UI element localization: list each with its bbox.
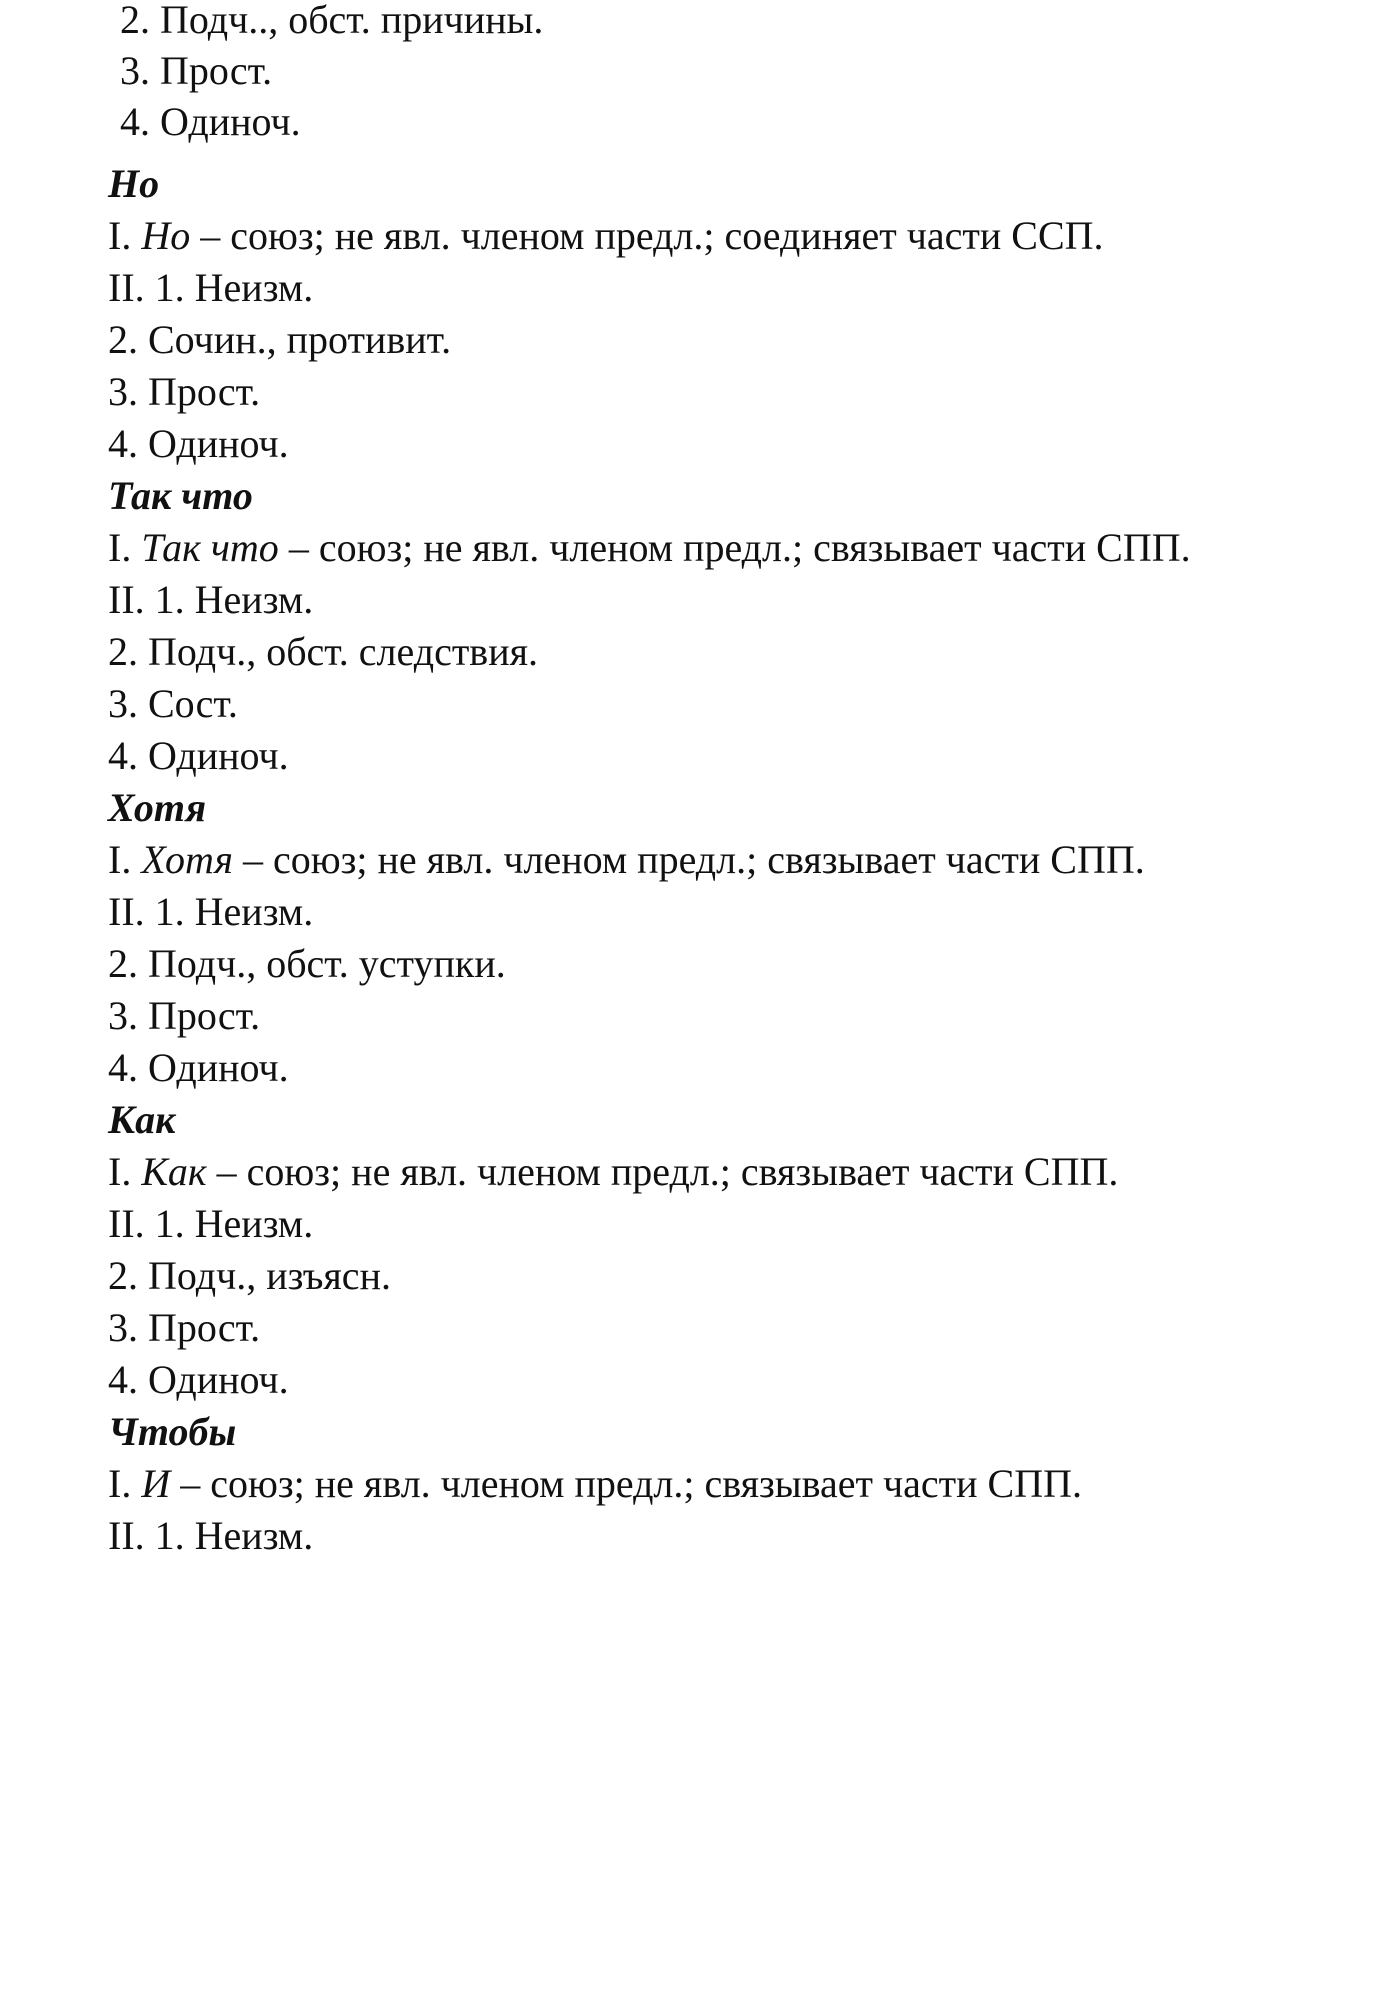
line-rest: – союз; не явл. членом предл.; связывает части СПП. — [170, 1461, 1082, 1506]
text-line: 4. Одиноч. — [108, 421, 289, 466]
text-line: 3. Прост. — [108, 993, 261, 1038]
section-heading: Но — [108, 161, 160, 206]
text-line: 4. Одиноч. — [108, 1357, 289, 1402]
text-line: 2. Сочин., противит. — [108, 317, 452, 362]
text-line: 3. Прост. — [108, 369, 261, 414]
line-rest: – союз; не явл. членом предл.; соединяет части ССП. — [190, 213, 1104, 258]
text-line — [108, 836, 1145, 884]
section-heading: Так что — [108, 473, 253, 518]
line-prefix: I. — [108, 837, 142, 882]
text-line: 4. Одиноч. — [108, 733, 289, 778]
text-line: 3. Прост. — [120, 48, 273, 93]
text-line — [108, 524, 1191, 572]
term-word: И — [141, 1461, 171, 1506]
line-rest: – союз; не явл. членом предл.; связывает части СПП. — [278, 525, 1191, 570]
term-word: Но — [141, 213, 191, 258]
section-heading: Как — [108, 1097, 176, 1142]
text-line: 4. Одиноч. — [120, 99, 301, 144]
line-prefix: I. — [108, 525, 142, 570]
line-rest: – союз; не явл. членом предл.; связывает части СПП. — [206, 1149, 1119, 1194]
text-line — [108, 1148, 1118, 1196]
text-line: II. 1. Неизм. — [108, 1201, 314, 1246]
text-line: 2. Подч., обст. уступки. — [108, 941, 506, 986]
term-word: Как — [141, 1149, 207, 1194]
term-word: Хотя — [141, 837, 233, 882]
text-line — [108, 212, 1104, 260]
text-line: 2. Подч.., обст. причины. — [120, 0, 544, 42]
text-line: 2. Подч., обст. следствия. — [108, 629, 538, 674]
text-line: 3. Сост. — [108, 681, 238, 726]
line-rest: – союз; не явл. членом предл.; связывает части СПП. — [232, 837, 1145, 882]
text-line — [108, 1460, 1082, 1508]
text-line: II. 1. Неизм. — [108, 889, 314, 934]
line-prefix: I. — [108, 1461, 142, 1506]
text-line: II. 1. Неизм. — [108, 1513, 314, 1558]
text-line: II. 1. Неизм. — [108, 265, 314, 310]
line-prefix: I. — [108, 1149, 142, 1194]
text-line: II. 1. Неизм. — [108, 577, 314, 622]
section-heading: Хотя — [108, 785, 207, 830]
text-line: 2. Подч., изъясн. — [108, 1253, 391, 1298]
term-word: Так что — [141, 525, 279, 570]
line-prefix: I. — [108, 213, 142, 258]
section-heading: Чтобы — [108, 1409, 237, 1454]
text-line: 3. Прост. — [108, 1305, 261, 1350]
text-line: 4. Одиноч. — [108, 1045, 289, 1090]
